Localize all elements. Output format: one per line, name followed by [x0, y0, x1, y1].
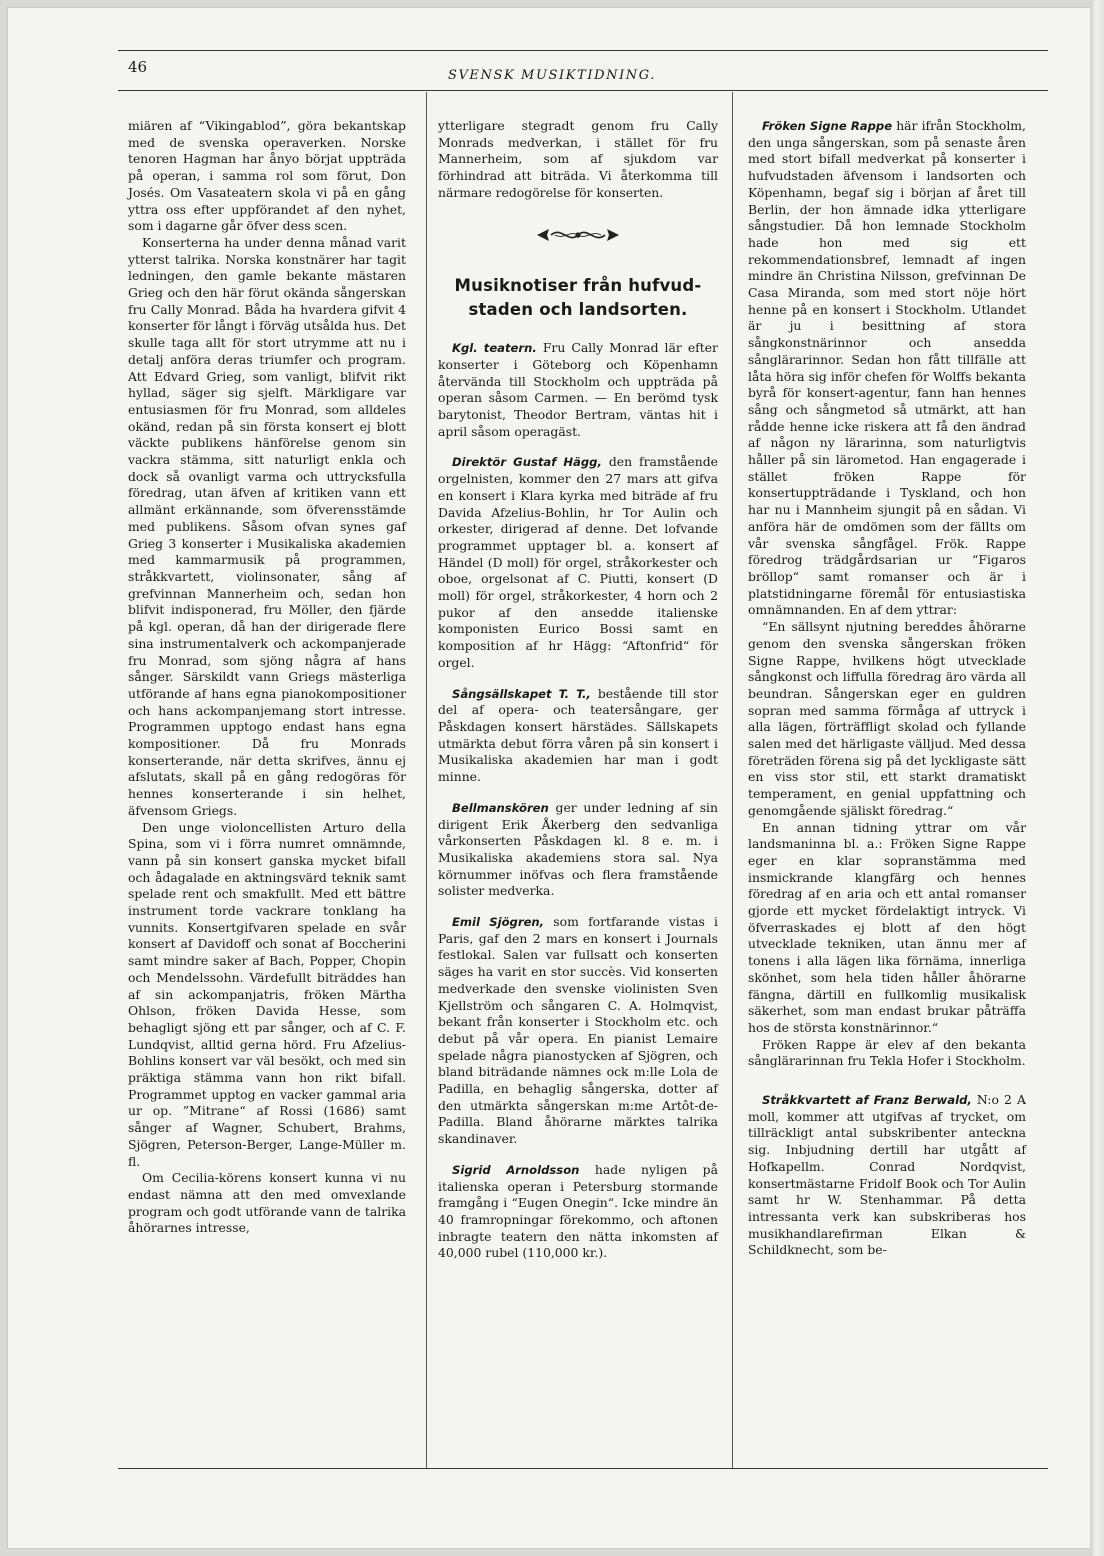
running-head: SVENSK MUSIKTIDNING.: [447, 68, 657, 83]
notice: [438, 340, 718, 440]
bottom-rule: [118, 1468, 1048, 1469]
column-rule-1: [426, 92, 427, 1468]
notice-lead: Direktör Gustaf Hägg,: [452, 455, 602, 470]
ornament-divider: [438, 224, 718, 251]
page-number: 46: [128, 58, 148, 76]
column-rule-2: [732, 92, 733, 1468]
notice-lead: Sångsällskapet T. T.,: [452, 686, 591, 701]
section-title-line-2: staden och landsorten.: [468, 300, 688, 320]
notice-text: hade nyligen på italienska operan i Petersburg stormande framgång i “Eugen Onegin“. Icke mindre än 40 framropningar förekommo, och aftonen inbragte teatern den nätta inkomsten af 40,000 rubel (110,000 kr.).: [438, 1161, 719, 1261]
paragraph: Konserterna ha under denna månad varit ytterst talrika. Norska konstnärer har tagit ledningen, den gamle bekante mästaren Grieg och den här förut okända sångerskan fru Cally Monrad. Båda ha hvardera gifvit 4 konserter för långt i förväg utsålda hus. Det skulle taga allt för stort utrymme att nu i detalj anföra deras triumfer och program. Att Edvard Grieg, som vanligt, blifvit rikt hyllad, säger sig sjelft. Märkligare var entusiasmen för fru Monrad, som alldeles okänd, redan på sin första konsert ej blott väckte publikens hänförelse genom sin vackra stämma, sitt naturligt enkla och dock så ovanligt varma och uttrycksfulla föredrag, utan äfven af kritiken vann ett allmänt erkännande, som öfverensstämde med publikens. Såsom ofvan synes gaf Grieg 3 konserter i Musikaliska akademien med kammarmusik på programmen, stråkkvartett, violinsonater, sång af grefvinnan Mannerheim och, sedan hon blifvit indisponerad, fru Möller, den fjärde på kgl. operan, då han der dirigerade flere sina instrumentalverk och ackompanjerade fru Monrad, som sjöng några af hans sånger. Särskildt vann Griegs mästerliga utförande af hans egna pianokompositioner och hans ackompanjemang stort intresse. Programmen upptogo endast hans egna kompositioner. Då fru Monrads konserterande, när detta skrifves, ännu ej afslutats, skall på en gång redogöras för hennes konserterande i sin helhet, äfvensom Griegs.: [128, 234, 406, 818]
section-title-line-1: Musiknotiser från hufvud-: [454, 276, 702, 296]
paragraph: [748, 619, 1026, 819]
notice: [438, 686, 718, 786]
paragraph: miären af “Vikingablod”, göra bekantskap med de svenska operaverken. Norske tenoren Hagman har ånyo börjat uppträda på operan, i samma rol som förut, Don Josés. Om Vasateatern skola vi på en gång yttra oss efter uppförandet af den nyhet, som i dagarne går öfver dess scen.: [128, 118, 406, 234]
notice: [438, 1162, 718, 1262]
top-rule: [118, 50, 1048, 51]
paragraph-text: “En sällsynt njutning bereddes åhörarne genom den svenska sångerskan fröken Signe Rappe, hvilkens högt utvecklade sångkonst och liffulla föredrag äro värda all beundran. Sångerskan eger en guldren sopran med samma förmåga af uttryck i alla lägen, förträffligt skolad och fyllande salen med det härligaste välljud. Med dessa företräden förena sig på det lyckligaste sätt en viss stor stil, ett starkt dramatiskt temperament, en genial uppfattning och genomgående själiskt föredrag.“: [748, 619, 1026, 818]
notice-text: bestående till stor del af opera- och teatersångare, ger Påskdagen konsert härstädes. Sällskapets utmärkta debut förra våren på sin konsert i Musikaliska akademien har man i godt minne.: [438, 685, 718, 785]
paragraph: [748, 1092, 1026, 1259]
notice-text: som fortfarande vistas i Paris, gaf den 2 mars en konsert i Journals festlokal. Salen var fullsatt och konserten säges ha varit en stor succès. Vid konserten medverkade den svenske violinisten Sven Kjellström och sångaren C. A. Holmqvist, bekant från konserter i Stockholm etc. och debut på vår opera. En pianist Lemaire spelade några pianostycken af Sjögren, och bland biträdande nämnes ock m:lle Lola de Padilla, en behaglig sångerska, dotter af den utmärkta sångerskan m:me Artôt-de-Padilla. Bland åhörarne märktes talrika skandinaver.: [438, 914, 719, 1147]
notice-text: ger under ledning af sin dirigent Erik Åkerberg den sedvanliga vårkonserten Påskdagen kl. 8 e. m. i Musikaliska akademiens stora sal. Nya körnummer inöfvas och flera framstående solister medverka.: [438, 799, 718, 899]
page-edge: [1090, 0, 1104, 1556]
paragraph-text: Fröken Rappe är elev af den bekanta sånglärarinnan fru Tekla Hofer i Stockholm.: [748, 1036, 1026, 1069]
paragraph: [748, 820, 1026, 1037]
column-2: [438, 118, 718, 1262]
notice-lead: Emil Sjögren,: [452, 915, 545, 930]
paragraph: [748, 1037, 1026, 1070]
notice: [438, 800, 718, 900]
column-1: [128, 118, 406, 1237]
paragraph-text: En annan tidning yttrar om vår landsmaninna bl. a.: Fröken Signe Rappe eger en klar sopranstämma med insmickrande klangfärg och hennes föredrag af en aria och ett antal romanser gjorde ett mycket fördelaktigt intryck. Vi öfverraskades ej blott af den högt utvecklade tekniken, utan ännu mer af tonens i alla lägen lika förnäma, innerliga skönhet, som hela tiden håller åhörarne fängna, därtill en fullkomlig musikalisk säkerhet, som man endast brukar påträffa hos de största konstnärinnor.“: [748, 819, 1026, 1035]
paragraph: ytterligare stegradt genom fru Cally Monrads medverkan, i stället för fru Mannerheim, som af sjukdom var förhindrad att biträda. Vi återkomma till närmare redogörelse för konserten.: [438, 118, 718, 200]
paragraph: Om Cecilia-körens konsert kunna vi nu endast nämna att den med omvexlande program och godt utförande vann de talrika åhörarnes intresse,: [128, 1170, 406, 1236]
notice: [438, 914, 718, 1148]
paragraph: [748, 118, 1026, 619]
notice: [438, 454, 718, 671]
paragraph-lead: Fröken Signe Rappe: [762, 119, 893, 133]
notice-text: Fru Cally Monrad lär efter konserter i Göteborg och Köpenhamn återvända till Stockholm och uppträda på operan såsom Carmen. — En berömd tysk barytonist, Theodor Bertram, väntas hit i april såsom operagäst.: [438, 340, 718, 439]
paragraph-lead: Stråkkvartett af Franz Berwald,: [762, 1093, 972, 1108]
paragraph-text: N:o 2 A moll, kommer att utgifvas af trycket, om tillräckligt antal subskribenter anteckna sig. Inbjudning dertill har utgått af Hofkapellm. Conrad Nordqvist, konsertmästarne Fridolf Book och Tor Aulin samt hr W. Stenhammar. På detta intressanta verk kan subskriberas hos musikhandlarefirman Elkan & Schildknecht, som be-: [748, 1092, 1026, 1258]
header-rule: [118, 90, 1048, 91]
notice-lead: Sigrid Arnoldsson: [452, 1162, 580, 1177]
paragraph-text: här ifrån Stockholm, den unga sångerskan, som på senaste åren med stort bifall medverkat på konserter i hufvudstaden äfvensom i landsorten och Köpenhamn, begaf sig i början af året till Berlin, der hon ämnade idka ytterligare sångstudier. Då hon lemnade Stockholm hade hon med sig ett rekommendationsbref, lemnadt af ingen mindre än Christina Nilsson, grefvinnan De Casa Miranda, som med stort nöje hört henne på en konsert i Stockholm. Utlandet är ju i besittning af stora sångkonstnärinnor och ansedda sånglärarinnor. Sedan hon fått tillfälle att låta höra sig inför chefen för Wolffs bekanta byrå för konsert-agentur, fann han hennes sång och sångmetod så utmärkt, att han rådde henne icke riskera att få den ändrad af någon ny lärarinna, som naturligtvis håller på sin lärometod. Han engagerade i stället fröken Rappe för konsertuppträdande i Tyskland, och hon har nu i Mannheim sjungit på en sådan. Vi anföra här de omdömen som der fällts om vår svenska sångfågel. Frök. Rappe föredrog trädgårdsarian ur “Figaros bröllop“ samt romanser och är i platstidningarne föremål för entusiastiska omnämnanden. En af dem yttrar:: [748, 118, 1026, 618]
notice-text: den framstående orgelnisten, kommer den 27 mars att gifva en konsert i Klara kyrka med biträde af fru Davida Afzelius-Bohlin, hr Tor Aulin och orkester, dirigerad af denne. Det lofvande programmet upptager bl. a. konsert af Händel (D moll) för orgel, stråkorkester och oboe, orgelsonat af C. Piutti, konsert (D moll) för orgel, stråkorkester, 4 horn och 2 pukor af den ansedde italienske komponisten Eurico Bossi samt en komposition af hr Hägg: “Aftonfrid“ för orgel.: [438, 454, 718, 670]
notice-lead: Bellmanskören: [452, 800, 549, 815]
column-3: [748, 118, 1026, 1259]
notice-lead: Kgl. teatern.: [452, 341, 537, 356]
section-title: [438, 274, 718, 322]
flourish-icon: [533, 224, 623, 246]
paragraph: Den unge violoncellisten Arturo della Spina, som vi i förra numret omnämnde, vann på sin konsert ganska mycket bifall och ådagalade en aktningsvärd teknik samt spelade rent och smakfullt. Med ett bättre instrument torde vackrare tonklang ha vunnits. Konsertgifvaren spelade en svår konsert af Davidoff och sonat af Boccherini samt mindre saker af Bach, Popper, Chopin och Mendelssohn. Värdefullt biträddes han af sin ackompanjatris, fröken Märtha Ohlson, fröken Davida Hesse, som behagligt sjöng ett par sånger, och af C. F. Lundqvist, alltid gerna hörd. Fru Afzelius-Bohlins konsert var väl besökt, och med sin präktiga stämma vann hon rikt bifall. Programmet upptog en vacker gammal aria ur op. ”Mitrane“ af Rossi (1686) samt sånger af Wagner, Schubert, Brahms, Sjögren, Peterson-Berger, Lange-Müller m. fl.: [128, 819, 406, 1169]
